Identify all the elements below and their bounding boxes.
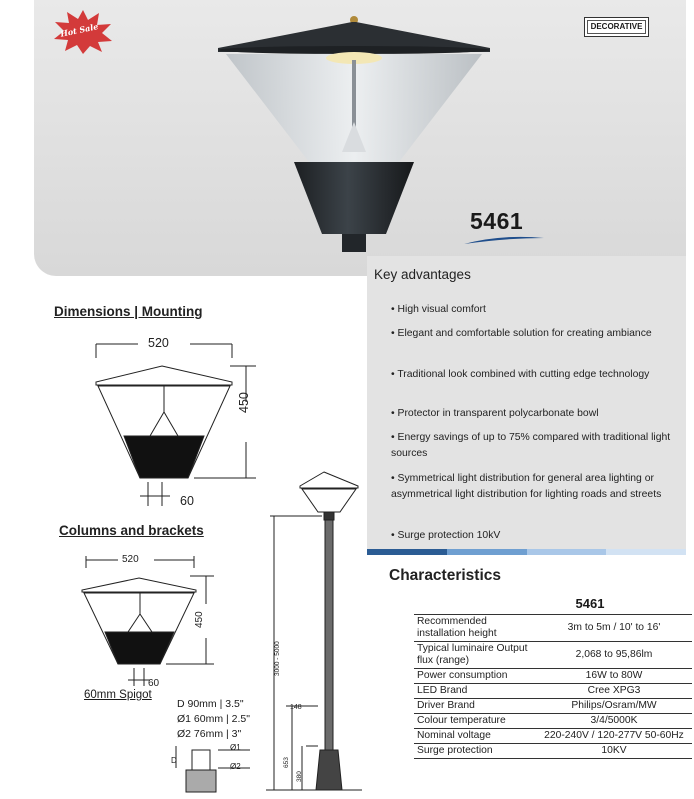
table-row [414,684,692,699]
advantage-item: • Elegant and comfortable solution for creating ambiance [391,328,652,339]
phi2-label: Ø2 [230,762,241,771]
pole-height-label: 3000 - 5000 [274,641,281,676]
table-row [414,615,692,642]
characteristics-model: 5461 [575,596,605,611]
advantage-item: • Protector in transparent polycarbonate bowl [391,408,599,419]
advantage-item: • High visual comfort [391,304,486,315]
color-stripe [367,549,686,555]
col-height-label: 450 [194,611,205,628]
table-row [414,669,692,684]
dim-height-label: 450 [237,392,251,413]
spec-value: Cree XPG3 [536,684,692,699]
advantage-item: • Energy savings of up to 75% compared with traditional light sources [391,432,671,459]
table-row [414,744,692,759]
spec-value: 3/4/5000K [536,714,692,729]
columns-title: Columns and brackets [59,523,204,538]
spec-value: 16W to 80W [536,669,692,684]
spec-label: Colour temperature [414,714,536,729]
dim-width-label: 520 [148,336,169,350]
key-advantages-panel [367,256,686,554]
advantage-item: • Symmetrical light distribution for general area lighting or asymmetrical light distribution for lighting roads and streets [391,473,662,500]
hot-sale-badge [52,8,114,54]
luminaire-photo [214,12,494,252]
d-label: D [171,756,177,765]
spec-value: 3m to 5m / 10' to 16' [536,615,692,642]
col-width-label: 520 [122,554,139,565]
spec-label: LED Brand [414,684,536,699]
spigot-detail-drawing [170,740,260,795]
spec-label: Driver Brand [414,699,536,714]
spec-label: Recommended installation height [414,615,536,642]
category-tag: DECORATIVE [584,17,649,37]
pole-base-label-1: 653 [283,757,290,768]
dimensions-drawing [80,330,270,510]
spigot-specs [177,697,250,742]
characteristics-title: Characteristics [389,567,502,584]
spec-label: Typical luminaire Output flux (range) [414,642,536,669]
spec-value: 2,068 to 95,86lm [536,642,692,669]
dim-spigot-label: 60 [180,494,194,508]
spigot-spec-phi2: Ø2 76mm | 3" [177,728,242,740]
key-advantages-title: Key advantages [374,267,471,282]
pole-drawing [262,468,372,798]
table-row [414,699,692,714]
pole-base-label-2: 380 [296,771,303,782]
spigot-spec-d: D 90mm | 3.5" [177,698,244,710]
col-spigot-label: 60 [148,678,160,689]
characteristics-table [414,614,692,759]
spec-value: 220-240V / 120-277V 50-60Hz [536,729,692,744]
advantage-item: • Surge protection 10kV [391,530,501,541]
table-row [414,729,692,744]
spigot-spec-phi1: Ø1 60mm | 2.5" [177,713,250,725]
spec-label: Nominal voltage [414,729,536,744]
swoosh-icon [462,232,546,246]
dimensions-title: Dimensions | Mounting [54,304,203,319]
pole-top-label: 148 [290,704,302,711]
spec-value: 10KV [536,744,692,759]
model-number: 5461 [470,208,524,234]
table-row [414,714,692,729]
spec-label: Power consumption [414,669,536,684]
hot-sale-text: Hot Sale [59,21,100,39]
advantage-item: • Traditional look combined with cutting edge technology [391,369,650,380]
spigot-title: 60mm Spigot [84,689,152,701]
spec-label: Surge protection [414,744,536,759]
table-row [414,642,692,669]
phi1-label: Ø1 [230,743,241,752]
spec-value: Philips/Osram/MW [536,699,692,714]
